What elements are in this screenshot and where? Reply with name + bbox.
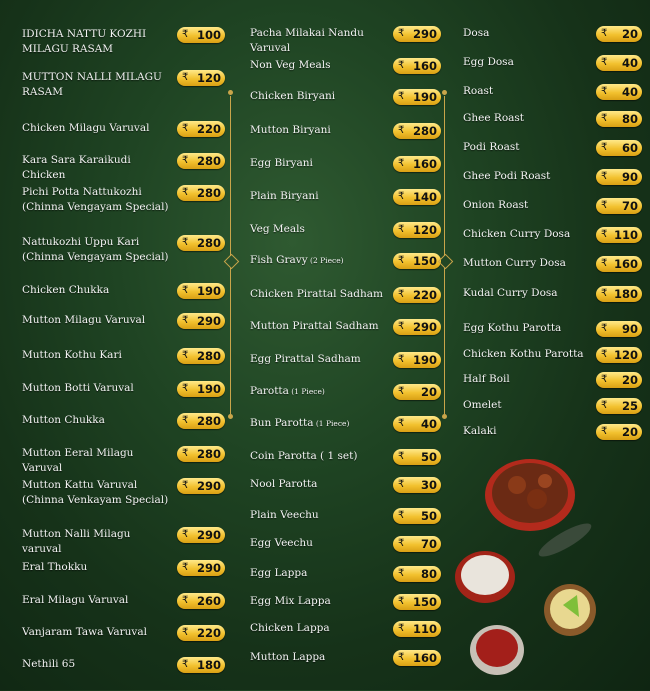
menu-item <box>22 657 221 691</box>
menu-item-name: Nethili 65 <box>22 658 76 670</box>
menu-item-name: Kalaki <box>463 425 497 437</box>
menu-item <box>463 256 638 290</box>
price-badge: ₹ 40 <box>393 416 441 432</box>
menu-item-name: Ghee Podi Roast <box>463 170 551 182</box>
menu-item <box>22 478 221 512</box>
price-badge: ₹ 190 <box>393 352 441 368</box>
menu-item-name: Mutton Kothu Kari <box>22 349 122 361</box>
price-badge: ₹ 30 <box>393 477 441 493</box>
price-badge: ₹ 220 <box>177 121 225 137</box>
menu-item-name: Chicken Chukka <box>22 284 110 296</box>
menu-item-name: Egg Veechu <box>250 537 313 549</box>
price-badge: ₹ 180 <box>596 286 642 302</box>
menu-item-name: Egg Dosa <box>463 56 514 68</box>
price-badge: ₹ 50 <box>393 449 441 465</box>
price-badge: ₹ 160 <box>393 58 441 74</box>
menu-item-name: Eral Thokku <box>22 561 88 573</box>
menu-item-name: Plain Veechu <box>250 509 319 521</box>
menu-item-name: Egg Lappa <box>250 567 308 579</box>
menu-item <box>250 58 437 92</box>
menu-item <box>463 424 638 458</box>
price-badge: ₹ 25 <box>596 398 642 414</box>
menu-item-name: Bun Parotta (1 Piece) <box>250 417 350 429</box>
menu-item-name: Mutton Lappa <box>250 651 326 663</box>
menu-item-name: Veg Meals <box>250 223 305 235</box>
menu-item-name: Chicken Pirattal Sadham <box>250 288 383 300</box>
price-badge: ₹ 20 <box>393 384 441 400</box>
menu-item-name: Mutton Milagu Varuval <box>22 314 146 326</box>
menu-item-name: Plain Biryani <box>250 190 319 202</box>
price-badge: ₹ 50 <box>393 508 441 524</box>
menu-item-name: Egg Kothu Parotta <box>463 322 562 334</box>
menu-item-name: Chicken Biryani <box>250 90 336 102</box>
menu-item <box>22 235 221 269</box>
price-badge: ₹ 160 <box>393 156 441 172</box>
menu-item <box>22 446 221 480</box>
menu-item-name: Egg Pirattal Sadham <box>250 353 361 365</box>
price-badge: ₹ 20 <box>596 26 642 42</box>
menu-item-name: Mutton Biryani <box>250 124 331 136</box>
menu-item <box>22 413 221 447</box>
price-badge: ₹ 180 <box>177 657 225 673</box>
menu-item-name: Mutton Curry Dosa <box>463 257 566 269</box>
price-badge: ₹ 280 <box>177 446 225 462</box>
menu-item-name: Parotta (1 Piece) <box>250 385 325 397</box>
menu-item-name: Egg Biryani <box>250 157 313 169</box>
menu-item-name: Mutton Kattu Varuval (Chinna Venkayam Special) <box>22 479 169 506</box>
price-badge: ₹ 90 <box>596 169 642 185</box>
price-badge: ₹ 150 <box>393 253 441 269</box>
price-badge: ₹ 280 <box>177 153 225 169</box>
menu-item-name: Mutton Botti Varuval <box>22 382 134 394</box>
menu-item-name: Ghee Roast <box>463 112 525 124</box>
price-badge: ₹ 120 <box>177 70 225 86</box>
menu-item <box>250 650 437 684</box>
gold-divider-right <box>439 90 451 420</box>
menu-item <box>250 89 437 123</box>
price-badge: ₹ 80 <box>393 566 441 582</box>
price-badge: ₹ 280 <box>177 185 225 201</box>
menu-item-name: Eral Milagu Varuval <box>22 594 129 606</box>
menu-item-name: Pacha Milakai Nandu Varuval <box>250 27 364 54</box>
price-badge: ₹ 290 <box>177 478 225 494</box>
price-badge: ₹ 40 <box>596 55 642 71</box>
menu-item <box>250 319 437 353</box>
menu-item-name: Pichi Potta Nattukozhi (Chinna Vengayam Special) <box>22 186 169 213</box>
menu-item <box>250 253 437 287</box>
menu-item-name: MUTTON NALLI MILAGU RASAM <box>22 71 162 98</box>
price-badge: ₹ 290 <box>393 319 441 335</box>
menu-item-name: Kudal Curry Dosa <box>463 287 558 299</box>
menu-item-name: Egg Mix Lappa <box>250 595 331 607</box>
menu-item <box>250 536 437 570</box>
menu-item <box>250 26 437 60</box>
price-badge: ₹ 40 <box>596 84 642 100</box>
menu-item <box>22 283 221 317</box>
price-badge: ₹ 70 <box>393 536 441 552</box>
menu-item-name: Roast <box>463 85 494 97</box>
menu-item <box>22 121 221 155</box>
price-badge: ₹ 80 <box>596 111 642 127</box>
menu-item <box>22 560 221 594</box>
menu-item <box>22 527 221 561</box>
menu-item <box>22 185 221 219</box>
price-badge: ₹ 120 <box>596 347 642 363</box>
price-badge: ₹ 280 <box>177 413 225 429</box>
menu-item <box>250 287 437 321</box>
menu-item <box>250 384 437 418</box>
price-badge: ₹ 290 <box>393 26 441 42</box>
menu-item <box>250 222 437 256</box>
price-badge: ₹ 290 <box>177 560 225 576</box>
price-badge: ₹ 60 <box>596 140 642 156</box>
menu-item-name: Non Veg Meals <box>250 59 331 71</box>
menu-item <box>22 27 221 61</box>
price-badge: ₹ 20 <box>596 424 642 440</box>
price-badge: ₹ 90 <box>596 321 642 337</box>
price-badge: ₹ 70 <box>596 198 642 214</box>
menu-item <box>22 625 221 659</box>
price-badge: ₹ 190 <box>177 381 225 397</box>
menu-item <box>22 70 221 104</box>
menu-item-name: Mutton Pirattal Sadham <box>250 320 379 332</box>
menu-item-name: Vanjaram Tawa Varuval <box>22 626 147 638</box>
menu-item-note: (2 Piece) <box>307 256 344 265</box>
menu-item-name: Onion Roast <box>463 199 529 211</box>
food-bowls-image <box>455 455 650 690</box>
menu-item-name: Dosa <box>463 27 490 39</box>
menu-item-name: Fish Gravy (2 Piece) <box>250 254 344 266</box>
menu-item-name: Nool Parotta <box>250 478 318 490</box>
price-badge: ₹ 220 <box>393 287 441 303</box>
menu-item-name: Kara Sara Karaikudi Chicken <box>22 154 131 181</box>
price-badge: ₹ 290 <box>177 527 225 543</box>
menu-item-name: Omelet <box>463 399 502 411</box>
price-badge: ₹ 220 <box>177 625 225 641</box>
menu-item-name: Mutton Eeral Milagu Varuval <box>22 447 134 474</box>
menu-item <box>463 286 638 320</box>
menu-item <box>250 416 437 450</box>
price-badge: ₹ 160 <box>393 650 441 666</box>
price-badge: ₹ 280 <box>177 348 225 364</box>
menu-item <box>22 153 221 187</box>
menu-item-name: Mutton Chukka <box>22 414 105 426</box>
price-badge: ₹ 280 <box>393 123 441 139</box>
menu-item <box>250 477 437 511</box>
menu-item-name: Chicken Kothu Parotta <box>463 348 584 360</box>
menu-item-name: Podi Roast <box>463 141 520 153</box>
price-badge: ₹ 190 <box>177 283 225 299</box>
menu-item-note: (1 Piece) <box>288 387 325 396</box>
menu-item <box>250 189 437 223</box>
menu-item-name: Chicken Milagu Varuval <box>22 122 150 134</box>
menu-item-name: Chicken Lappa <box>250 622 330 634</box>
gold-divider-left <box>225 90 237 420</box>
price-badge: ₹ 280 <box>177 235 225 251</box>
menu-item-name: Coin Parotta ( 1 set) <box>250 450 358 462</box>
price-badge: ₹ 260 <box>177 593 225 609</box>
menu-item-name: Half Boil <box>463 373 510 385</box>
menu-item-name: Mutton Nalli Milagu varuval <box>22 528 131 555</box>
price-badge: ₹ 100 <box>177 27 225 43</box>
menu-item-name: Nattukozhi Uppu Kari (Chinna Vengayam Special) <box>22 236 169 263</box>
menu-item-note: (1 Piece) <box>313 419 350 428</box>
menu-item <box>250 123 437 157</box>
price-badge: ₹ 140 <box>393 189 441 205</box>
price-badge: ₹ 110 <box>393 621 441 637</box>
price-badge: ₹ 150 <box>393 594 441 610</box>
price-badge: ₹ 160 <box>596 256 642 272</box>
menu-item-name: Chicken Curry Dosa <box>463 228 571 240</box>
menu-item <box>250 156 437 190</box>
price-badge: ₹ 20 <box>596 372 642 388</box>
menu-item <box>22 348 221 382</box>
menu-item <box>22 593 221 627</box>
menu-item-name: IDICHA NATTU KOZHI MILAGU RASAM <box>22 28 147 55</box>
menu-item <box>22 313 221 347</box>
menu-item <box>22 381 221 415</box>
price-badge: ₹ 110 <box>596 227 642 243</box>
price-badge: ₹ 120 <box>393 222 441 238</box>
price-badge: ₹ 290 <box>177 313 225 329</box>
menu-item <box>250 352 437 386</box>
price-badge: ₹ 190 <box>393 89 441 105</box>
